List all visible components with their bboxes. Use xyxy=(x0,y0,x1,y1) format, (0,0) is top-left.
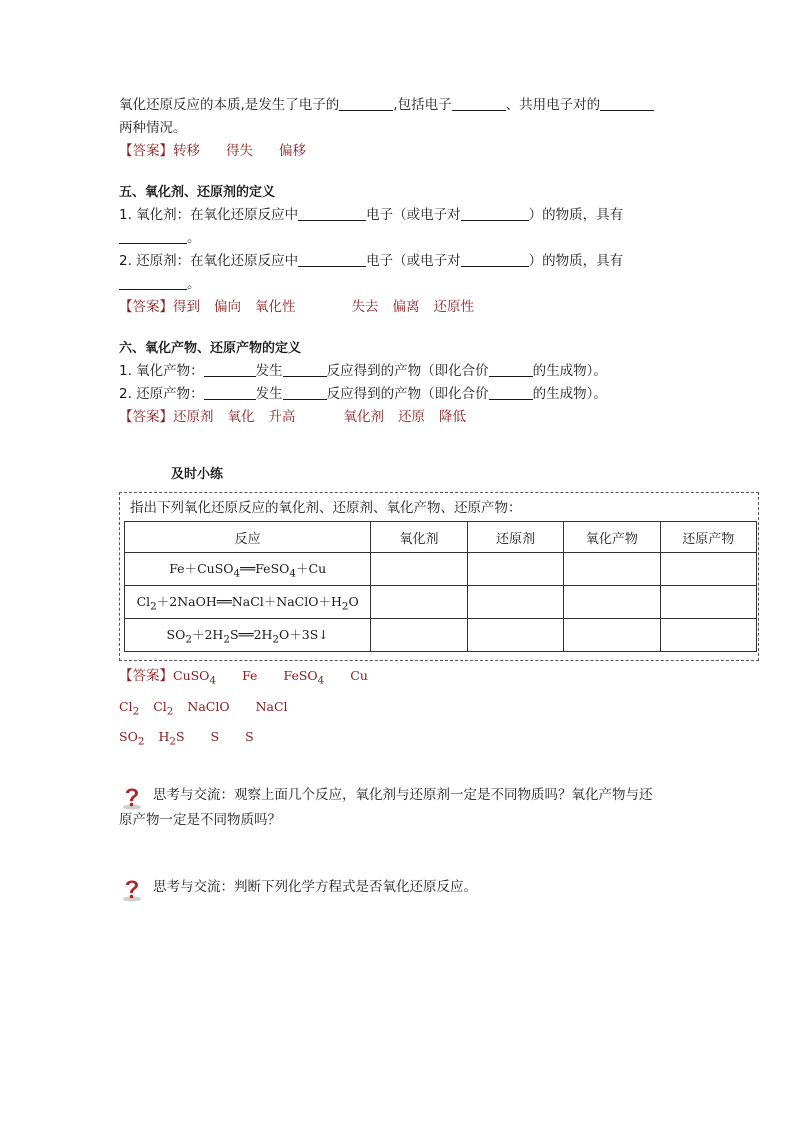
section-5-item-1 xyxy=(119,204,679,227)
think-2-line-1: 思考与交流：判断下列化学方程式是否氧化还原反应。 xyxy=(153,878,477,895)
answer-item: 降低 xyxy=(439,409,466,425)
item-text: 的生成物）。 xyxy=(532,386,607,402)
answer-item: 转移 xyxy=(173,143,200,159)
intro-answer xyxy=(119,140,679,163)
practice-box xyxy=(119,492,759,661)
answer-item: 还原性 xyxy=(433,299,474,315)
intro-text-c: 、共用电子对的 xyxy=(505,97,601,113)
answer-label: 【答案】 xyxy=(119,143,173,159)
answer-item: 失去 xyxy=(351,299,379,315)
item-text: 电子（或电子对 xyxy=(366,207,461,223)
period: 。 xyxy=(187,276,201,292)
blank[interactable] xyxy=(489,384,533,400)
answer-cell[interactable] xyxy=(467,586,563,619)
table-header: 还原产物 xyxy=(660,522,756,553)
question-icon xyxy=(119,784,145,810)
item-text: 反应得到的产物（即化合价 xyxy=(326,363,489,379)
blank[interactable] xyxy=(204,361,256,377)
practice-table xyxy=(124,521,757,652)
think-block-1 xyxy=(119,783,679,833)
table-row xyxy=(125,586,757,619)
blank[interactable] xyxy=(119,274,187,290)
question-icon xyxy=(119,876,145,902)
answer-item: 得到 xyxy=(173,299,200,315)
item-text: 的生成物）。 xyxy=(532,363,607,379)
section-6-item-1 xyxy=(119,360,679,383)
section-6-item-2 xyxy=(119,383,679,406)
table-header: 反应 xyxy=(125,522,371,553)
item-text: 发生 xyxy=(255,386,283,402)
section-6-title: 六、氧化产物、还原产物的定义 xyxy=(119,341,302,356)
intro-line-1 xyxy=(119,94,679,117)
item-text: 2. 还原产物： xyxy=(119,386,204,402)
section-6-answer xyxy=(119,406,679,429)
blank[interactable] xyxy=(119,228,187,244)
answer-cell[interactable] xyxy=(371,586,467,619)
think-1-line-2: 原产物一定是不同物质吗？ xyxy=(119,811,281,828)
answer-cell[interactable] xyxy=(467,553,563,586)
blank[interactable] xyxy=(461,251,529,267)
answer-item: 得失 xyxy=(226,143,253,159)
blank[interactable] xyxy=(298,251,366,267)
intro-line-2: 两种情况。 xyxy=(119,120,187,136)
section-5-item-1-cont xyxy=(119,227,679,250)
answer-item: 偏离 xyxy=(392,299,420,315)
item-text: 反应得到的产物（即化合价 xyxy=(326,386,489,402)
answer-cell[interactable] xyxy=(660,619,756,652)
intro-text-a: 氧化还原反应的本质,是发生了电子的 xyxy=(119,97,340,113)
answer-item: 偏向 xyxy=(214,299,241,315)
practice-instruction: 指出下列氧化还原反应的氧化剂、还原剂、氧化产物、还原产物： xyxy=(130,500,522,516)
period: 。 xyxy=(187,230,201,246)
answer-label: 【答案】 xyxy=(119,299,173,315)
blank[interactable] xyxy=(461,205,529,221)
item-text: 2. 还原剂：在氧化还原反应中 xyxy=(119,253,299,269)
item-text: ）的物质，具有 xyxy=(528,207,624,223)
think-block-2 xyxy=(119,875,679,900)
blank[interactable] xyxy=(339,95,393,111)
section-5-answer xyxy=(119,296,679,319)
table-header: 还原剂 xyxy=(467,522,563,553)
think-1-line-1: 思考与交流：观察上面几个反应，氧化剂与还原剂一定是不同物质吗？氧化产物与还 xyxy=(153,786,653,803)
answer-item: 偏移 xyxy=(279,143,306,159)
answer-cell[interactable] xyxy=(564,619,660,652)
section-5-title: 五、氧化剂、还原剂的定义 xyxy=(119,185,276,200)
table-header-row xyxy=(125,522,757,553)
item-text: ）的物质，具有 xyxy=(528,253,624,269)
item-text: 发生 xyxy=(255,363,283,379)
practice-answer-line-3: $SO_2$ $H_2S$ S S xyxy=(119,729,254,748)
practice-answer xyxy=(119,663,679,755)
answer-item: 氧化性 xyxy=(255,299,296,315)
practice-title: 及时小练 xyxy=(171,467,224,482)
blank[interactable] xyxy=(452,95,506,111)
reaction-cell: $SO_2+2H_2S══2H_2O+3S↓$ xyxy=(125,619,371,652)
blank[interactable] xyxy=(600,95,654,111)
answer-item: 还原剂 xyxy=(173,409,214,425)
table-header: 氧化产物 xyxy=(564,522,660,553)
answer-item: 氧化剂 xyxy=(343,409,384,425)
section-5-item-2-cont xyxy=(119,273,679,296)
blank[interactable] xyxy=(489,361,533,377)
answer-item: 还原 xyxy=(398,409,425,425)
answer-cell[interactable] xyxy=(660,553,756,586)
answer-cell[interactable] xyxy=(371,553,467,586)
table-header: 氧化剂 xyxy=(371,522,467,553)
answer-cell[interactable] xyxy=(371,619,467,652)
blank[interactable] xyxy=(298,205,366,221)
document-page xyxy=(119,94,735,900)
item-text: 1. 氧化产物： xyxy=(119,363,204,379)
table-row xyxy=(125,619,757,652)
reaction-cell: Fe＋CuSO$_4$══FeSO$_4$＋Cu xyxy=(125,553,371,586)
answer-cell[interactable] xyxy=(467,619,563,652)
blank[interactable] xyxy=(283,384,327,400)
practice-answer-line-2: $Cl_2$ $Cl_2$ NaClO NaCl xyxy=(119,698,288,717)
reaction-cell: $Cl_2+2NaOH══NaCl+NaClO+H_2O$ xyxy=(125,586,371,619)
answer-cell[interactable] xyxy=(660,586,756,619)
practice-answer-line-1: 【答案】CuSO$_4$ Fe FeSO$_4$ Cu xyxy=(119,668,368,687)
answer-item: 氧化 xyxy=(227,409,255,425)
answer-cell[interactable] xyxy=(564,586,660,619)
answer-label: 【答案】 xyxy=(119,409,173,425)
intro-text-b: ,包括电子 xyxy=(393,97,452,113)
section-5-item-2 xyxy=(119,250,679,273)
blank[interactable] xyxy=(283,361,327,377)
item-text: 电子（或电子对 xyxy=(366,253,461,269)
item-text: 1. 氧化剂：在氧化还原反应中 xyxy=(119,207,299,223)
answer-cell[interactable] xyxy=(564,553,660,586)
answer-item: 升高 xyxy=(268,409,296,425)
table-row xyxy=(125,553,757,586)
blank[interactable] xyxy=(204,384,256,400)
answer-label: 【答案】 xyxy=(119,668,173,684)
